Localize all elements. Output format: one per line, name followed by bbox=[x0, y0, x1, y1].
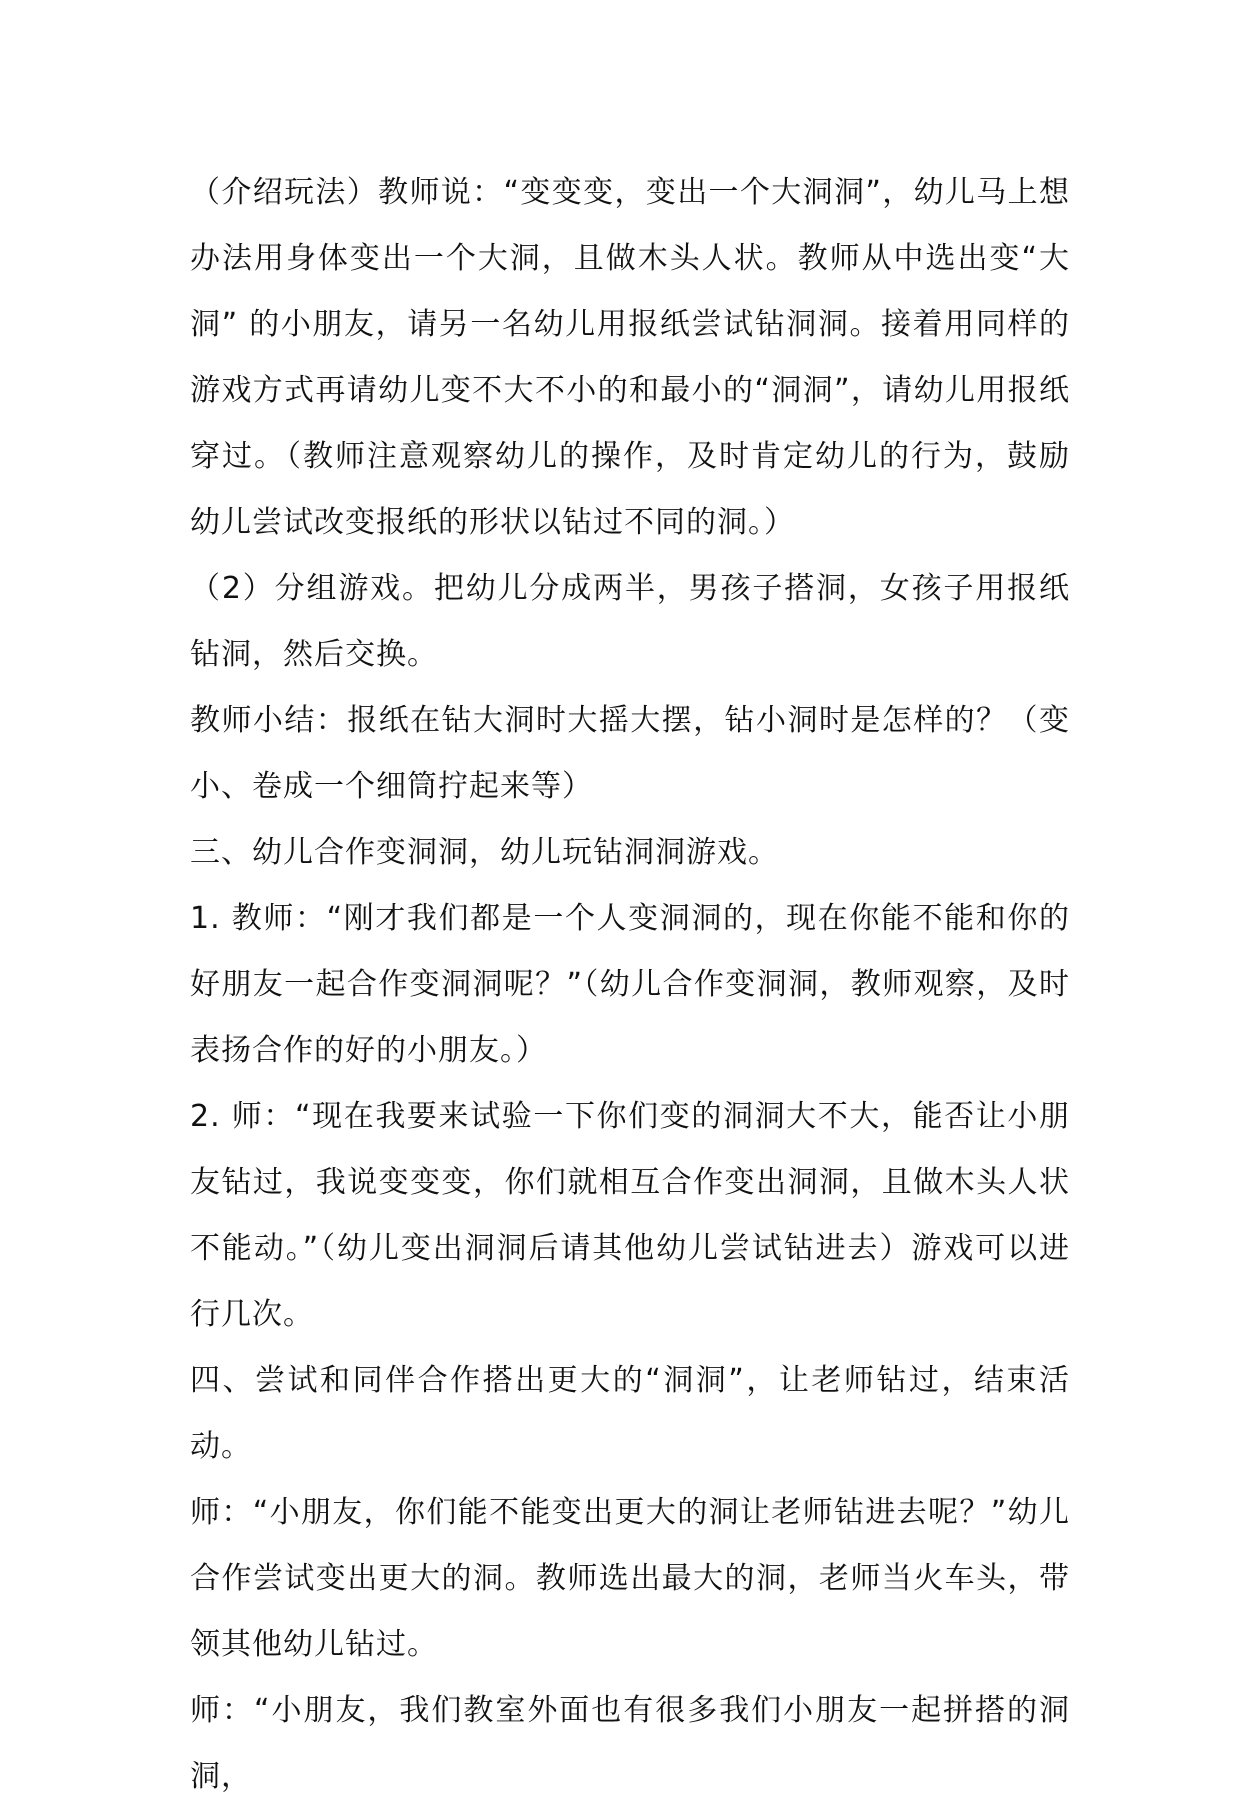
paragraph-bigger-hole: 师：“小朋友，你们能不能变出更大的洞让老师钻进去呢？”幼儿合作尝试变出更大的洞。教师选出最大的洞，老师当火车头，带领其他幼儿钻过。 bbox=[190, 1495, 1070, 1662]
paragraph-outdoor-holes: 师：“小朋友，我们教室外面也有很多我们小朋友一起拼搭的洞洞， bbox=[190, 1693, 1070, 1794]
paragraph-step-one: 1. 教师：“刚才我们都是一个人变洞洞的，现在你能不能和你的好朋友一起合作变洞洞呢？”（幼儿合作变洞洞，教师观察，及时表扬合作的好的小朋友。） bbox=[190, 901, 1070, 1068]
paragraph-gameplay-intro: （介绍玩法）教师说：“变变变，变出一个大洞洞”，幼儿马上想办法用身体变出一个大洞，且做木头人状。教师从中选出变“大洞” 的小朋友，请另一名幼儿用报纸尝试钻洞洞。接着用同样的游戏方式再请幼儿变不大不小的和最小的“洞洞”，请幼儿用报纸穿过。（教师注意观察幼儿的操作，及时肯定幼儿的行为，鼓励幼儿尝试改变报纸的形状以钻过不同的洞。） bbox=[190, 175, 1070, 540]
paragraph-step-two: 2. 师：“现在我要来试验一下你们变的洞洞大不大，能否让小朋友钻过，我说变变变，你们就相互合作变出洞洞，且做木头人状不能动。”（幼儿变出洞洞后请其他幼儿尝试钻进去）游戏可以进行几次。 bbox=[190, 1099, 1070, 1332]
paragraph-group-game: （2）分组游戏。把幼儿分成两半，男孩子搭洞，女孩子用报纸钻洞，然后交换。 bbox=[190, 571, 1070, 672]
heading-section-three: 三、幼儿合作变洞洞，幼儿玩钻洞洞游戏。 bbox=[190, 835, 779, 870]
document-body bbox=[190, 160, 1070, 1810]
paragraph-teacher-summary: 教师小结：报纸在钻大洞时大摇大摆，钻小洞时是怎样的？（变小、卷成一个细筒拧起来等） bbox=[190, 703, 1070, 804]
heading-section-four: 四、尝试和同伴合作搭出更大的“洞洞”，让老师钻过，结束活动。 bbox=[190, 1363, 1070, 1464]
